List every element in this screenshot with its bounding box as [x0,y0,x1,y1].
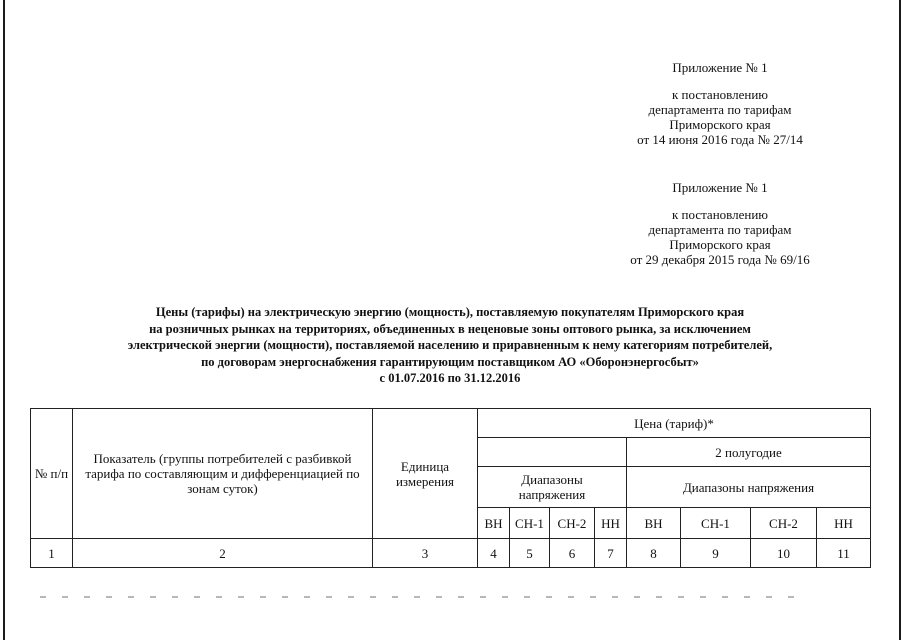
header-unit: Единица измерения [373,409,478,539]
voltage-level-vn: ВН [627,508,681,539]
appendix-line: департамента по тарифам [648,102,792,117]
column-index: 2 [73,539,373,568]
header-indicator: Показатель (группы потребителей с разбивкой тарифа по составляющим и дифференциацией по зонам суток) [73,409,373,539]
voltage-level-sn2: СН-2 [550,508,595,539]
appendix-block-1 [600,60,840,147]
column-index: 8 [627,539,681,568]
appendix-line: к постановлению [671,207,769,222]
appendix-block-2 [600,180,840,267]
appendix-line: департамента по тарифам [648,222,792,237]
scan-artifact-line [40,596,800,598]
table-row [31,539,871,568]
scan-right-border [899,0,901,640]
column-index: 5 [510,539,550,568]
title-period: с 01.07.2016 по 31.12.2016 [379,371,521,385]
column-index: 6 [550,539,595,568]
appendix-line: Приморского края [669,237,771,252]
title-line: Цены (тарифы) на электрическую энергию (мощность), поставляемую покупателям Приморского края [155,305,745,319]
header-second-half: 2 полугодие [627,438,871,467]
column-index: 10 [751,539,817,568]
header-voltage-ranges-1: Диапазоны напряжения [478,467,627,508]
appendix-date: от 14 июня 2016 года № 27/14 [637,132,803,147]
title-line: электрической энергии (мощности), поставляемой населению и приравненным к нему категориям потребителей, [127,338,773,352]
title-line: на розничных рынках на территориях, объединенных в неценовые зоны оптового рынка, за исключением [149,321,751,336]
price-table [30,408,871,568]
voltage-level-sn1: СН-1 [681,508,751,539]
title-line: по договорам энергоснабжения гарантирующим поставщиком АО «Оборонэнергосбыт» [201,354,699,369]
header-voltage-ranges-2: Диапазоны напряжения [627,467,871,508]
voltage-level-nn: НН [595,508,627,539]
appendix-heading: Приложение № 1 [672,60,768,75]
header-row-number: № п/п [31,409,73,539]
voltage-level-sn2: СН-2 [751,508,817,539]
column-index: 4 [478,539,510,568]
voltage-level-vn: ВН [478,508,510,539]
header-price: Цена (тариф)* [478,409,871,438]
voltage-level-nn: НН [817,508,871,539]
appendix-heading: Приложение № 1 [672,180,768,195]
column-index: 7 [595,539,627,568]
appendix-date: от 29 декабря 2015 года № 69/16 [630,252,810,267]
appendix-line: к постановлению [671,87,769,102]
column-index: 11 [817,539,871,568]
column-index: 1 [31,539,73,568]
voltage-level-sn1: СН-1 [510,508,550,539]
column-index: 9 [681,539,751,568]
document-title [30,304,870,387]
column-index: 3 [373,539,478,568]
header-first-half-empty [478,438,627,467]
appendix-line: Приморского края [669,117,771,132]
scan-left-border [3,0,5,640]
